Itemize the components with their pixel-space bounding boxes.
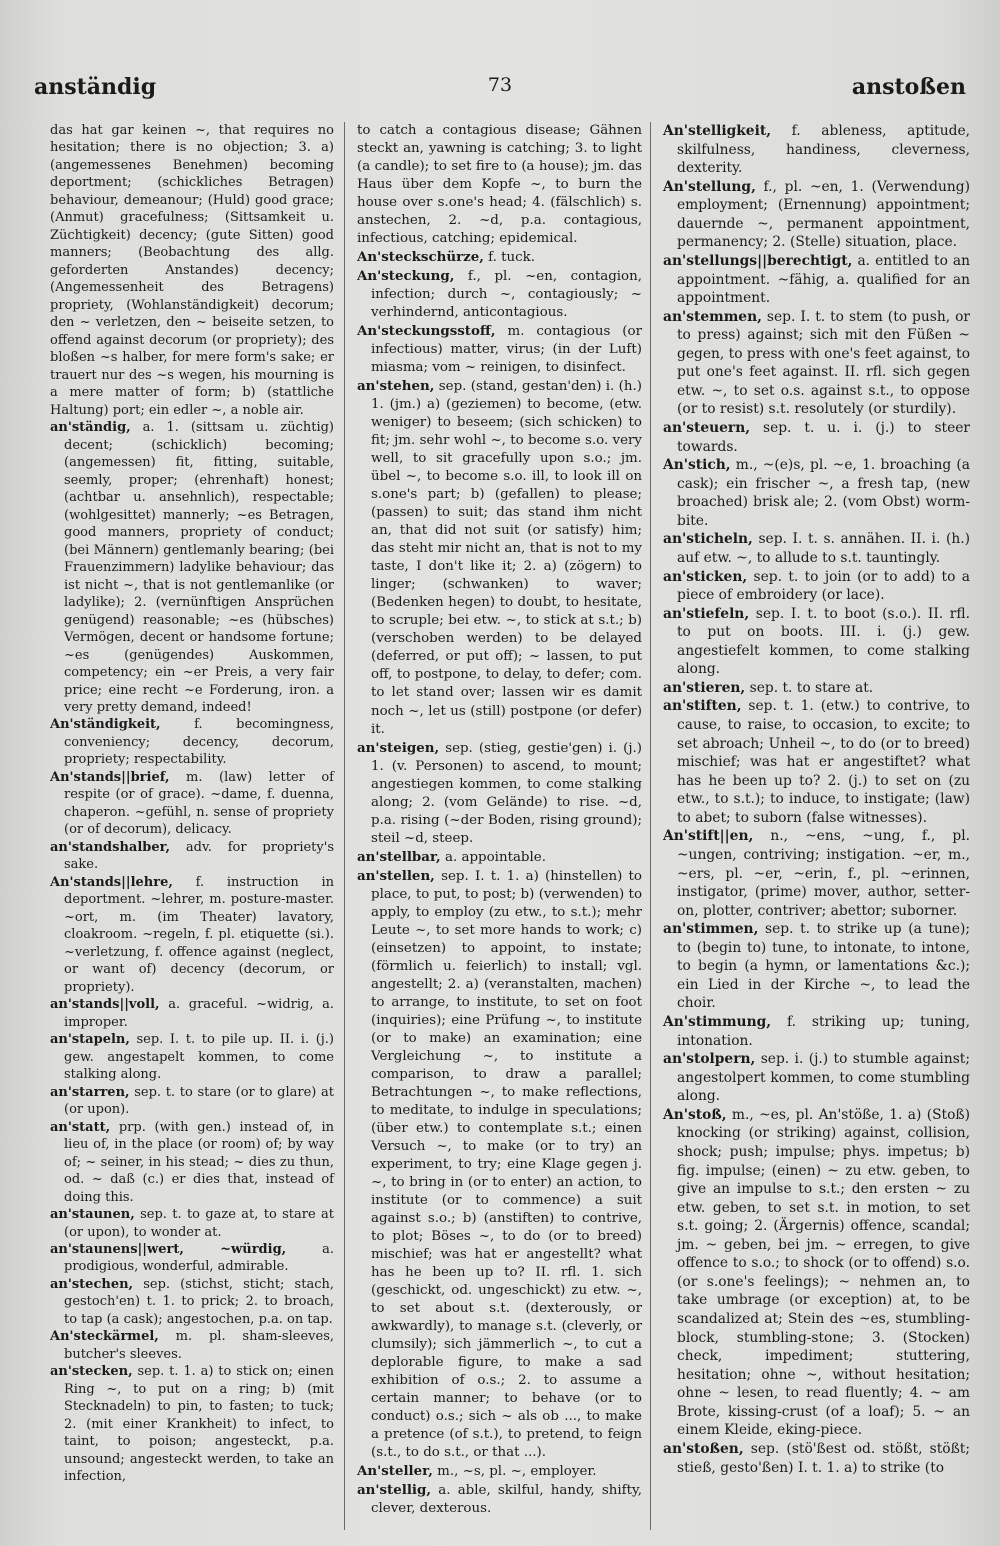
dictionary-entry xyxy=(357,248,642,267)
dictionary-entry xyxy=(50,769,334,839)
entry-headword: An'stoß, xyxy=(663,1106,727,1123)
entry-headword: an'stimmen, xyxy=(663,921,759,938)
entry-headword: An'stands||lehre, xyxy=(50,874,173,890)
entry-headword: an'stolpern, xyxy=(663,1051,756,1068)
entry-headword: an'stiften, xyxy=(663,698,742,715)
entry-headword: An'stelligkeit, xyxy=(663,123,772,139)
column-2 xyxy=(344,122,650,1530)
dictionary-entry xyxy=(50,874,334,996)
entry-definition: das hat gar keinen ~, that requires no hesitation; there is no objection; 3. a) (angemessenes Benehmen) becoming deportment; (schickliches Betragen) behaviour, demeanour; (Huld) good grace; (Anmut) gracefulness; (Sittsamkeit u. Züchtigkeit) decency; (gute Sitten) good manners; (Beobachtung des allg. geforderten Anstandes) decency; (Angemessenheit des Betragens) propriety, (Wohlanständigkeit) decorum; den ~ verletzen, den ~ beiseite setzen, to offend against decorum (or propriety); des bloßen ~s halber, for mere form's sake; er trauert nur des ~s wegen, his mourning is a mere matter of form; b) (stattliche Haltung) port; ein edler ~, a noble air. xyxy=(50,123,334,418)
entry-definition: sep. t. to join (or to add) to a piece of embroidery (or lace). xyxy=(677,568,970,604)
dictionary-entry xyxy=(663,122,970,178)
dictionary-entry xyxy=(663,308,970,419)
dictionary-entry xyxy=(50,122,334,419)
entry-headword: an'stellbar, xyxy=(357,848,441,865)
entry-headword: an'stands||voll, xyxy=(50,997,160,1013)
dictionary-entry xyxy=(50,419,334,716)
entry-headword: an'stellig, xyxy=(357,1482,432,1499)
dictionary-entry xyxy=(663,1013,970,1050)
entry-headword: an'staunens||wert, ~würdig, xyxy=(50,1242,287,1257)
entry-definition: sep. I. t. s. annähen. II. i. (h.) auf etw. ~, to allude to s.t. tauntingly. xyxy=(677,531,970,566)
entry-definition: m. (law) letter of respite (or of grace). ~dame, f. duenna, chaperon. ~gefühl, n. sense of propriety (or of decorum), delicacy. xyxy=(64,769,334,838)
dictionary-entry xyxy=(663,530,970,567)
dictionary-entry xyxy=(663,679,970,698)
dictionary-entry xyxy=(663,568,970,605)
entry-definition: sep. t. to stare (or to glare) at (or upon). xyxy=(64,1084,334,1118)
entry-definition: a. graceful. ~widrig, a. improper. xyxy=(64,997,334,1030)
entry-definition: sep. I. t. 1. a) (hinstellen) to place, to put, to post; b) (verwenden) to apply, to employ (zu etw., to s.t.); mehr Leute ~, to set more hands to work; c) (einsetzen) to appoint, to instate; (förmlich u. feierlich) to install; vgl. angestellt; 2. a) (veranstalten, machen) to arrange, to institute, to set on foot (inquiries); eine Prüfung ~, to institute (or to make) an examination; eine Vergleichung ~, to institute a comparison, to draw a parallel; Betrachtungen ~, to make reflections, to meditate, to indulge in speculations; (über etw.) to contemplate s.t.; einen Versuch ~, to make (or to try) an experiment, to try; eine Klage gegen j. ~, to bring in (or to enter) an action, to institute (or to commence) a suit against s.o.; b) (anstiften) to contrive, to plot; Böses ~, to do (or to breed) mischief; was hat er angestellt? what has he been up to? II. rfl. 1. sich (geschickt, od. ungeschickt) zu etw. ~, to set about s.t. (dexterously, or awkwardly), to manage s.t. (cleverly, or clumsily); sich jämmerlich ~, to cut a deplorable figure, to make a sad exhibition of o.s.; 2. to assume a certain manner; to behave (or to conduct) o.s.; sich ~ als ob ..., to make a pretence (of s.t.), to pretend, to feign (s.t., to do s.t., or that ...). xyxy=(371,868,642,1461)
entry-headword: an'stiefeln, xyxy=(663,605,750,622)
dictionary-entry xyxy=(50,1241,334,1276)
entry-headword: an'stehen, xyxy=(357,378,435,395)
dictionary-entry xyxy=(663,920,970,1013)
left-catchword: anständig xyxy=(34,74,157,100)
dictionary-entry xyxy=(50,1328,334,1363)
entry-definition: sep. I. t. to boot (s.o.). II. rfl. to put on boots. III. i. (j.) gew. angestiefelt kommen, to come stalking along. xyxy=(677,605,970,678)
entry-headword: an'steigen, xyxy=(357,739,440,756)
dictionary-entry xyxy=(357,377,642,738)
entry-definition: sep. t. u. i. (j.) to steer towards. xyxy=(677,420,970,455)
entry-definition: m. pl. sham-sleeves, butcher's sleeves. xyxy=(64,1329,334,1362)
entry-headword: an'stellen, xyxy=(357,867,435,884)
entry-definition: a. appointable. xyxy=(440,849,546,865)
dictionary-entry xyxy=(50,1031,334,1083)
entry-definition: m., ~(e)s, pl. ~e, 1. broaching (a cask); ein frischer ~, a fresh tap, (new broached) brisk ale; 2. (vom Obst) worm-bite. xyxy=(677,457,970,529)
entry-definition: sep. t. to gaze at, to stare at (or upon), to wonder at. xyxy=(64,1207,334,1240)
dictionary-entry xyxy=(663,1106,970,1440)
column-3 xyxy=(650,122,970,1530)
dictionary-entry xyxy=(663,697,970,827)
entry-definition: sep. I. t. to pile up. II. i. (j.) gew. angestapelt kommen, to come stalking along. xyxy=(64,1032,334,1083)
dictionary-entry xyxy=(357,122,642,248)
entry-definition: sep. (stieg, gestie'gen) i. (j.) 1. (v. Personen) to ascend, to mount; angestiegen kommen, to come stalking along; 2. (vom Gelände) to rise. ~d, p.a. rising (~der Boden, rising ground); steil ~d, steep. xyxy=(371,740,642,846)
dictionary-entry xyxy=(357,267,642,322)
entry-headword: an'stechen, xyxy=(50,1276,134,1292)
entry-headword: an'stapeln, xyxy=(50,1032,130,1048)
entry-definition: a. 1. (sittsam u. züchtig) decent; (schicklich) becoming; (angemessen) fit, fitting, suitable, seemly, proper; (ehrenhaft) honest; (achtbar u. ansehnlich), respectable; (wohlgesittet) mannerly; ~es Betragen, good manners, propriety of conduct; (bei Männern) gentlemanly bearing; (bei Frauenzimmern) ladylike behaviour; das ist nicht ~, that is not gentlemanlike (or ladylike); 2. (vernünftigen Ansprüchen genügend) reasonable; ~es (hübsches) Vermögen, decent or handsome fortune; ~es (genügendes) Auskommen, competency; ein ~er Preis, a very fair price; eine recht ~e Forderung, iron. a very pretty demand, indeed! xyxy=(64,420,334,715)
entry-headword: an'stecken, xyxy=(50,1364,133,1380)
entry-headword: An'steller, xyxy=(357,1463,433,1480)
entry-definition: f., pl. ~en, 1. (Verwendung) employment; (Ernennung) appointment; dauernde ~, permanent appointment, permanency; 2. (Stelle) situation, place. xyxy=(677,178,970,251)
entry-headword: an'stellungs||berechtigt, xyxy=(663,252,853,269)
entry-definition: f. becomingness, conveniency; decency, decorum, propriety; respectability. xyxy=(64,717,334,768)
dictionary-entry xyxy=(50,1363,334,1485)
dictionary-entry xyxy=(50,996,334,1031)
entry-definition: sep. t. 1. (etw.) to contrive, to cause, to raise, to occasion, to excite; to set abroach; Unheil ~, to do (or to breed) mischief; was hat er angestiftet? what has he been up to? 2. (j.) to set on (zu etw., to s.t.); to induce, to instigate; (law) to abet; to suborn (false witnesses). xyxy=(677,698,970,826)
dictionary-entry xyxy=(663,605,970,679)
entry-definition: f. tuck. xyxy=(483,250,536,266)
entry-headword: An'steckärmel, xyxy=(50,1329,159,1345)
entry-headword: An'steckschürze, xyxy=(357,249,484,266)
dictionary-entry xyxy=(663,1440,970,1477)
dictionary-entry xyxy=(50,1084,334,1119)
entry-headword: an'starren, xyxy=(50,1084,130,1100)
dictionary-entry xyxy=(663,419,970,456)
column-1 xyxy=(30,122,344,1530)
entry-definition: f., pl. ~en, contagion, infection; durch ~, contagiously; ~ verhindernd, anticontagious. xyxy=(371,269,642,321)
dictionary-entry xyxy=(50,716,334,768)
running-head xyxy=(34,74,966,110)
entry-definition: sep. I. t. to stem (to push, or to press) against; sich mit den Füßen ~ gegen, to press with one's feet against, to put one's feet against. II. rfl. sich gegen etw. ~, to set o.s. against s.t., to oppose (or to resist) s.t. resolutely (or sturdily). xyxy=(677,308,970,418)
dictionary-entry xyxy=(357,739,642,848)
entry-definition: prp. (with gen.) instead of, in lieu of, in the place (or room) of; by way of; ~ seiner, in his stead; ~ dies zu thun, od. ~ daß (c.) er dies that, instead of doing this. xyxy=(64,1119,334,1205)
entry-headword: An'stich, xyxy=(663,457,731,474)
entry-definition: sep. t. 1. a) to stick on; einen Ring ~, to put on a ring; b) (mit Stecknadeln) to pin, to fasten; to tuck; 2. (mit einer Krankheit) to infect, to taint, to poison; angesteckt, p.a. unsound; angesteckt werden, to take an infection, xyxy=(64,1364,334,1485)
entry-definition: sep. (stand, gestan'den) i. (h.) 1. (jm.) a) (geziemen) to become, (etw. weniger) to beseem; (sich schicken) to fit; jm. sehr wohl ~, to become s.o. very well, to sit gracefully upon s.o.; jm. übel ~, to become s.o. ill, to look ill on s.one's part; b) (gefallen) to please; (passen) to suit; das stand ihm nicht an, that did not suit (or satisfy) him; das steht mir nicht an, that is not to my taste, I don't like it; 2. a) (zögern) to linger; (schwanken) to waver; (Bedenken hegen) to doubt, to hesitate, to scruple; bei etw. ~, to stick at s.t.; b) (verschoben werden) to be delayed (deferred, or put off); ~ lassen, to put off, to postpone, to delay, to defer; com. to let stand over; lassen wir es damit noch ~, let us (still) postpone (or defer) it. xyxy=(371,379,642,737)
entry-definition: sep. t. to strike up (a tune); to (begin to) tune, to intonate, to intone, to begin (a hymn, or lamentations &c.); ein Lied in der Kirche ~, to lead the choir. xyxy=(677,921,970,1012)
entry-definition: a. prodigious, wonderful, admirable. xyxy=(64,1242,335,1275)
dictionary-entry xyxy=(50,839,334,874)
entry-headword: An'stift||en, xyxy=(663,828,754,845)
entry-definition: sep. (stö'ßest od. stößt, stößt; stieß, gesto'ßen) I. t. 1. a) to strike (to xyxy=(677,1440,970,1476)
page-number: 73 xyxy=(487,74,513,96)
entry-headword: An'stellung, xyxy=(663,178,756,195)
dictionary-entry xyxy=(663,1050,970,1106)
dictionary-entry xyxy=(357,322,642,377)
right-catchword: anstoßen xyxy=(851,74,966,100)
entry-definition: to catch a contagious disease; Gähnen steckt an, yawning is catching; 3. to light (a candle); to set fire to (a house); jm. das Haus über dem Kopfe ~, to burn the house over s.one's head; 4. (fälschlich) s. anstechen, 2. ~d, p.a. contagious, infectious, catching; epidemical. xyxy=(357,123,642,247)
entry-headword: an'staunen, xyxy=(50,1207,135,1223)
entry-headword: an'statt, xyxy=(50,1119,111,1135)
dictionary-entry xyxy=(663,827,970,920)
entry-headword: An'steckungsstoff, xyxy=(357,323,496,340)
entry-headword: an'sticheln, xyxy=(663,531,753,548)
entry-headword: an'sticken, xyxy=(663,568,748,585)
dictionary-entry xyxy=(663,178,970,252)
entry-definition: f. ableness, aptitude, skilfulness, handiness, cleverness, dexterity. xyxy=(677,123,970,177)
dictionary-entry xyxy=(357,1481,642,1518)
entry-headword: An'stimmung, xyxy=(663,1014,772,1030)
entry-definition: sep. t. to stare at. xyxy=(745,679,874,696)
entry-headword: An'steckung, xyxy=(357,268,455,285)
entry-definition: sep. (stichst, sticht; stach, gestoch'en) t. 1. to prick; 2. to broach, to tap (a cask); angestochen, p.a. on tap. xyxy=(64,1276,334,1327)
dictionary-entry xyxy=(357,848,642,867)
entry-headword: an'standshalber, xyxy=(50,839,171,855)
dictionary-entry xyxy=(50,1206,334,1241)
entry-headword: An'stands||brief, xyxy=(50,769,170,785)
dictionary-entry xyxy=(50,1276,334,1328)
entry-definition: adv. for propriety's sake. xyxy=(64,839,334,873)
entry-definition: m. contagious (or infectious) matter, virus; (in der Luft) miasma; vom ~ reinigen, to disinfect. xyxy=(371,324,642,376)
entry-headword: an'stemmen, xyxy=(663,308,762,325)
text-columns xyxy=(30,122,970,1530)
entry-definition: m., ~s, pl. ~, employer. xyxy=(432,1464,597,1480)
entry-definition: f. striking up; tuning, intonation. xyxy=(677,1014,970,1049)
entry-definition: n., ~ens, ~ung, f., pl. ~ungen, contriving; instigation. ~er, m., ~ers, pl. ~er, ~erin, f., pl. ~erinnen, instigator, (prime) mover, author, setter-on, plotter, contriver; abettor; suborner. xyxy=(677,828,970,919)
entry-headword: an'ständig, xyxy=(50,420,131,436)
dictionary-entry xyxy=(357,867,642,1463)
entry-headword: an'steuern, xyxy=(663,420,751,436)
dictionary-entry xyxy=(50,1119,334,1206)
dictionary-entry xyxy=(357,1462,642,1481)
entry-headword: an'stoßen, xyxy=(663,1440,744,1457)
dictionary-entry xyxy=(663,252,970,308)
entry-definition: m., ~es, pl. An'stöße, 1. a) (Stoß) knocking (or striking) against, collision, shock; push; impulse; phys. impetus; b) fig. impulse; (einen) ~ zu etw. geben, to give an impulse to s.t.; den ersten ~ zu etw. geben, to set s.t. in motion, to set s.t. going; 2. (Ärgernis) offence, scandal; jm. ~ geben, bei jm. ~ erregen, to give offence to s.o.; to shock (or to offend) s.o. (or s.one's feelings); ~ nehmen an, to take umbrage (or exception) at, to be scandalized at; Stein des ~es, stumbling-block, stumbling-stone; 3. (Stocken) check, impediment; stuttering, hesitation; ohne ~, without hesitation; ohne ~ lesen, to read fluently; 4. ~ am Brote, kissing-crust (of a loaf); 5. ~ an einem Kleide, eking-piece. xyxy=(677,1106,970,1439)
entry-definition: sep. i. (j.) to stumble against; angestolpert kommen, to come stumbling along. xyxy=(677,1051,970,1105)
dictionary-entry xyxy=(663,456,970,530)
entry-definition: f. instruction in deportment. ~lehrer, m. posture-master. ~ort, m. (im Theater) lavatory, cloakroom. ~regeln, f. pl. etiquette (si.). ~verletzung, f. offence against (neglect, or want of) decency (decorum, or propriety). xyxy=(64,874,334,995)
entry-definition: a. able, skilful, handy, shifty, clever, dexterous. xyxy=(371,1483,642,1517)
entry-headword: An'ständigkeit, xyxy=(50,717,161,733)
entry-headword: an'stieren, xyxy=(663,679,746,696)
entry-definition: a. entitled to an appointment. ~fähig, a. qualified for an appointment. xyxy=(677,252,970,307)
